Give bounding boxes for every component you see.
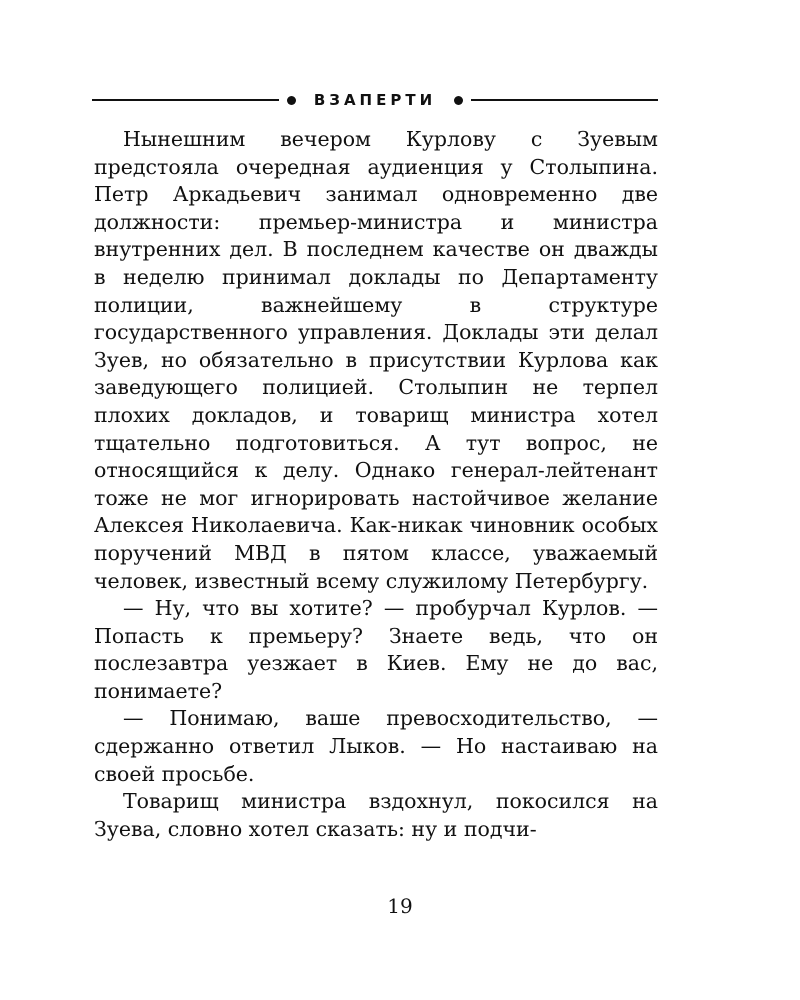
page-number: 19 xyxy=(387,894,413,918)
header-rule-left xyxy=(92,99,279,101)
running-title: ВЗАПЕРТИ xyxy=(313,90,437,109)
paragraph: Нынешним вечером Курлову с Зуевым предстояла очередная аудиенция у Столыпина. Петр Аркадьевич занимал одновременно две должности: премьер-министра и министра внутренних дел. В последнем качестве он дважды в неделю принимал доклады по Департаменту полиции, важнейшему в структуре государственного управления. Доклады эти делал Зуев, но обязательно в присутствии Курлова как заведующего полицией. Столыпин не терпел плохих докладов, и товарищ министра хотел тщательно подготовиться. А тут вопрос, не относящийся к делу. Однако генерал-лейтенант тоже не мог игнорировать настойчивое желание Алексея Николаевича. Как-никак чиновник особых поручений МВД в пятом классе, уважаемый человек, известный всему служилому Петербургу. xyxy=(94,127,658,593)
body-text xyxy=(94,126,658,843)
paragraph: Товарищ министра вздохнул, покосился на Зуева, словно хотел сказать: ну и подчи- xyxy=(94,789,658,841)
header-bullet-right xyxy=(454,96,463,105)
paragraph: — Понимаю, ваше превосходительство, — сдержанно ответил Лыков. — Но настаиваю на своей просьбе. xyxy=(94,706,658,786)
running-header xyxy=(92,86,658,114)
paragraph: — Ну, что вы хотите? — пробурчал Курлов. — Попасть к премьеру? Знаете ведь, что он послезавтра уезжает в Киев. Ему не до вас, понимаете? xyxy=(94,596,658,703)
header-bullet-left xyxy=(287,96,296,105)
header-rule-right xyxy=(471,99,658,101)
